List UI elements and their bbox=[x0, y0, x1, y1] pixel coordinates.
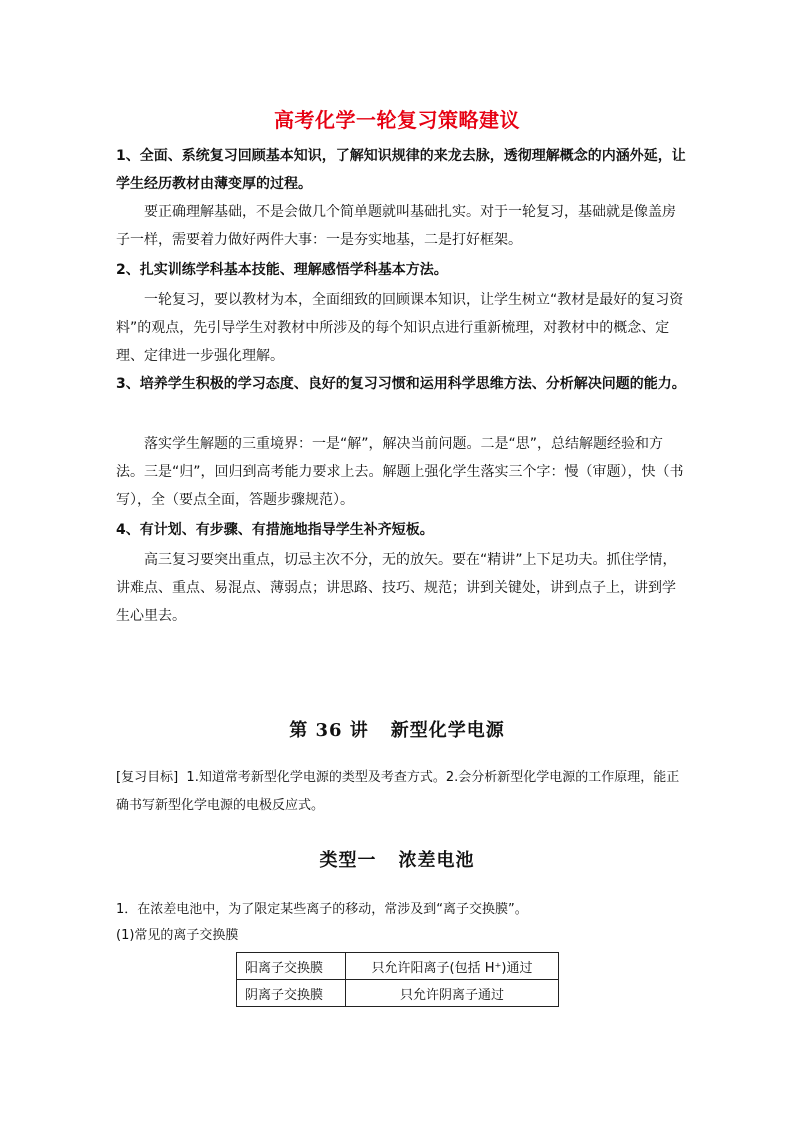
type-title: 浓差电池 bbox=[398, 850, 475, 871]
lecture-number: 第 36 讲 bbox=[289, 720, 369, 741]
intro-line: 1．在浓差电池中，为了限定某些离子的移动，常涉及到“离子交换膜”。 bbox=[116, 902, 528, 917]
table-row bbox=[237, 953, 559, 980]
sub-heading: (1)常见的离子交换膜 bbox=[116, 928, 239, 943]
section-3-heading: 3、培养学生积极的学习态度、良好的复习习惯和运用科学思维方法、分析解决问题的能力。 bbox=[116, 376, 686, 392]
section-1-heading: 1、全面、系统复习回顾基本知识，了解知识规律的来龙去脉，透彻理解概念的内涵外延，让学生经历教材由薄变厚的过程。 bbox=[116, 148, 686, 192]
section-2-heading: 2、扎实训练学科基本技能、理解感悟学科基本方法。 bbox=[116, 262, 448, 278]
review-goal-text: 1.知道常考新型化学电源的类型及考查方式。2.会分析新型化学电源的工作原理，能正确书写新型化学电源的电极反应式。 bbox=[116, 770, 680, 813]
membrane-name: 阴离子交换膜 bbox=[237, 980, 346, 1007]
section-4-heading: 4、有计划、有步骤、有措施地指导学生补齐短板。 bbox=[116, 522, 434, 538]
section-2-body: 一轮复习，要以教材为本，全面细致的回顾课本知识，让学生树立“教材是最好的复习资料”的观点，先引导学生对教材中所涉及的每个知识点进行重新梳理，对教材中的概念、定理、定律进一步强化理解。 bbox=[116, 292, 684, 364]
lecture-heading bbox=[0, 716, 794, 742]
membrane-table bbox=[236, 952, 559, 1007]
page-title: 高考化学一轮复习策略建议 bbox=[274, 108, 520, 132]
section-3-body: 落实学生解题的三重境界：一是“解”，解决当前问题。二是“思”，总结解题经验和方法。三是“归”，回归到高考能力要求上去。解题上强化学生落实三个字：慢（审题），快（书写），全（要点全面，答题步骤规范）。 bbox=[116, 436, 684, 508]
membrane-desc: 只允许阴离子通过 bbox=[346, 980, 559, 1007]
section-1-body: 要正确理解基础，不是会做几个简单题就叫基础扎实。对于一轮复习，基础就是像盖房子一样，需要着力做好两件大事：一是夯实地基，二是打好框架。 bbox=[116, 204, 676, 248]
membrane-desc: 只允许阳离子(包括 H⁺)通过 bbox=[346, 953, 559, 980]
review-goal-label: [复习目标] bbox=[116, 770, 179, 785]
membrane-name: 阳离子交换膜 bbox=[237, 953, 346, 980]
review-goal bbox=[116, 764, 686, 820]
type-label: 类型一 bbox=[319, 850, 377, 871]
type-heading bbox=[0, 846, 794, 872]
table-row bbox=[237, 980, 559, 1007]
section-4-body: 高三复习要突出重点，切忌主次不分，无的放矢。要在“精讲”上下足功夫。抓住学情，讲难点、重点、易混点、薄弱点；讲思路、技巧、规范；讲到关键处，讲到点子上，讲到学生心里去。 bbox=[116, 552, 677, 624]
lecture-title: 新型化学电源 bbox=[390, 720, 505, 741]
